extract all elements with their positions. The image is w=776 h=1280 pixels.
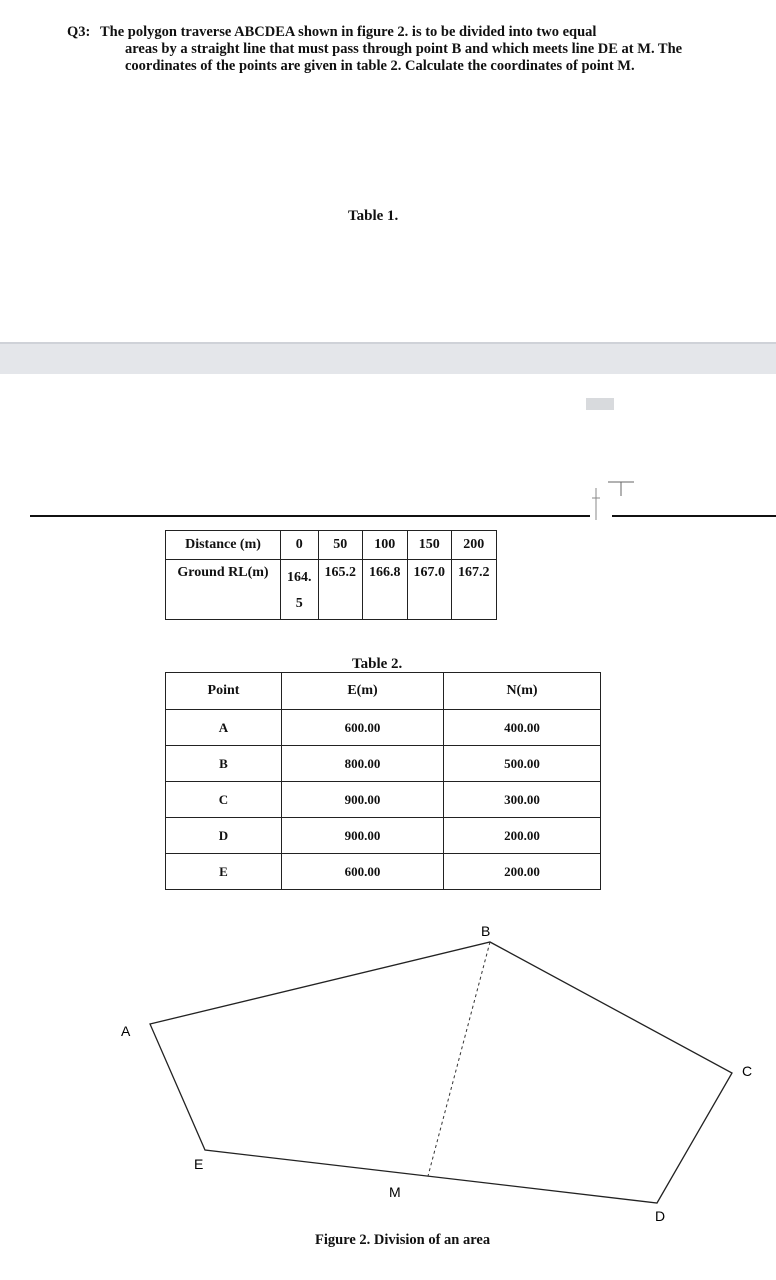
table-cell: C (166, 782, 282, 818)
table-header-cell: Point (166, 673, 282, 710)
table-cell: 800.00 (282, 746, 444, 782)
point-label-d: D (655, 1208, 666, 1224)
table-header-cell: E(m) (282, 673, 444, 710)
table-cell: B (166, 746, 282, 782)
table-cell: 165.2 (318, 560, 363, 620)
table-cell: A (166, 710, 282, 746)
rl-value-part1: 164. (287, 570, 312, 585)
table-row (166, 710, 601, 746)
table-cell: 200.00 (444, 854, 601, 890)
point-label-e: E (194, 1156, 204, 1172)
figure-2-polygon (0, 900, 776, 1230)
question-line-1: The polygon traverse ABCDEA shown in figure 2. is to be divided into two equal (100, 24, 597, 40)
question-body: areas by a straight line that must pass through point B and which meets line DE at M. The coordinates of the points are given in table 2. Calculate the coordinates of point M. (125, 41, 683, 74)
page-break-band (0, 342, 776, 374)
table-cell: 100 (363, 531, 408, 560)
table1-header-row (166, 531, 497, 560)
table1-caption: Table 1. (348, 208, 399, 224)
polygon-abcdea (150, 942, 732, 1203)
table-cell: 50 (318, 531, 363, 560)
table-cell: 500.00 (444, 746, 601, 782)
point-label-c: C (742, 1063, 753, 1079)
table1-data-row (166, 560, 497, 620)
table-cell: 167.2 (452, 560, 497, 620)
table-cell: Ground RL(m) (166, 560, 281, 620)
table-row (166, 782, 601, 818)
table-row (166, 746, 601, 782)
table-cell: 150 (407, 531, 452, 560)
scan-smudge (586, 398, 614, 410)
table-cell: 167.0 (407, 560, 452, 620)
table-cell: 600.00 (282, 710, 444, 746)
table-cell: 900.00 (282, 818, 444, 854)
table2-caption: Table 2. (352, 656, 403, 672)
table-cell: 900.00 (282, 782, 444, 818)
table-header-cell: N(m) (444, 673, 601, 710)
rl-value-part2: 5 (295, 596, 303, 611)
table-cell: E (166, 854, 282, 890)
table-cell: 200.00 (444, 818, 601, 854)
table2-header-row (166, 673, 601, 710)
question-number: Q3: (67, 24, 91, 40)
scan-artifact-marks (586, 480, 646, 525)
table-cell: 166.8 (363, 560, 408, 620)
table2 (165, 672, 601, 890)
table1 (165, 530, 497, 620)
table-row (166, 854, 601, 890)
table-cell: 600.00 (282, 854, 444, 890)
point-label-m: M (389, 1184, 401, 1200)
table-cell: Distance (m) (166, 531, 281, 560)
point-label-b: B (481, 923, 491, 939)
table-cell: D (166, 818, 282, 854)
point-label-a: A (121, 1023, 131, 1039)
table-cell: 300.00 (444, 782, 601, 818)
figure-caption: Figure 2. Division of an area (315, 1232, 491, 1248)
table-cell: 200 (452, 531, 497, 560)
table-row (166, 818, 601, 854)
horizontal-rule-left (30, 515, 590, 517)
table-cell: 400.00 (444, 710, 601, 746)
table-cell (281, 560, 319, 620)
dividing-line-bm (428, 942, 490, 1176)
page-break-edge (0, 342, 776, 344)
table-cell: 0 (281, 531, 319, 560)
